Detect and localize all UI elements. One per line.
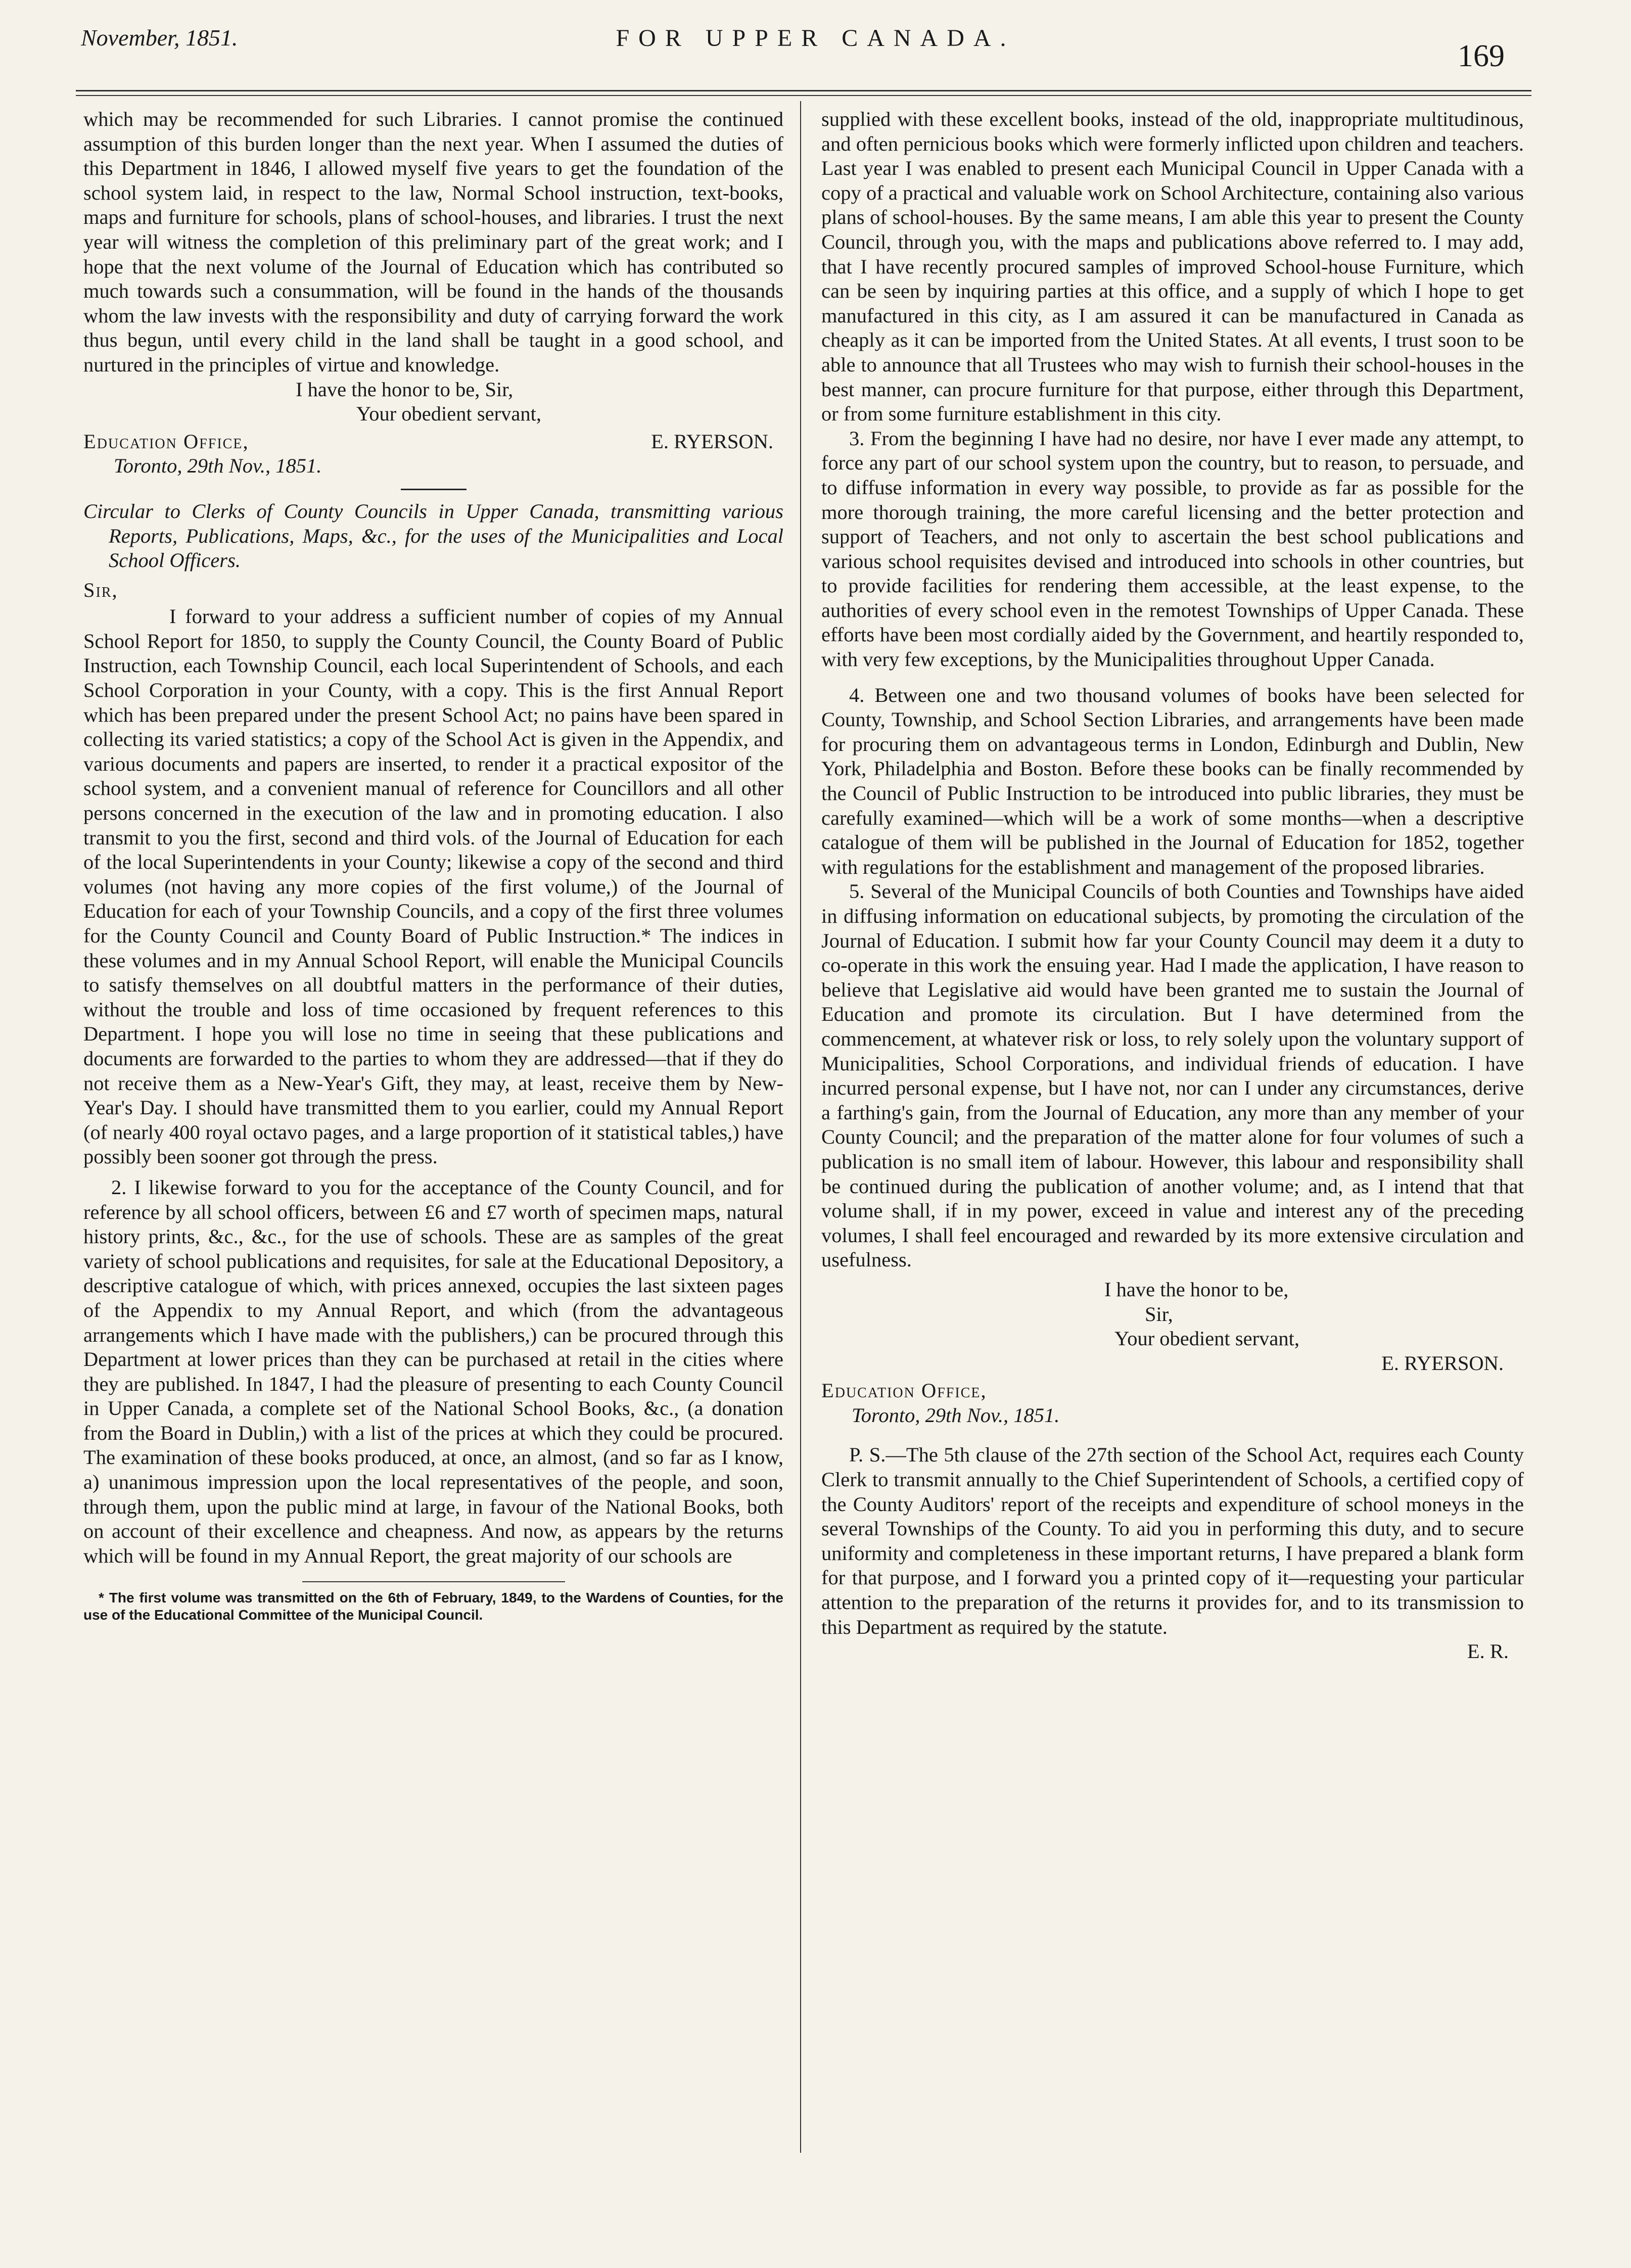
circular-closing: [821, 1278, 1524, 1376]
closing-servant: Your obedient servant,: [1114, 1327, 1299, 1350]
closing-sir: Sir,: [1145, 1302, 1173, 1326]
office-name: Education Office,: [83, 430, 249, 453]
salutation: Sir,: [83, 578, 118, 601]
closing-servant: Your obedient servant,: [356, 402, 541, 426]
section-divider: [401, 489, 467, 490]
column-divider: [800, 101, 801, 2153]
footnote-rule: [302, 1581, 565, 1582]
header-title: FOR UPPER CANADA.: [616, 25, 1015, 52]
place-date: Toronto, 29th Nov., 1851.: [114, 454, 322, 478]
circular-title: Circular to Clerks of County Councils in Upper Canada, transmitting various Reports, Publications, Maps, &c., for the uses of the Municipalities and Local School Officers.: [83, 499, 783, 572]
circular-paragraph-2-continued: supplied with these excellent books, instead of the old, inappropriate multitudinous, and often pernicious books which were formerly inflicted upon children and teachers. Last year I was enabled to present each Municipal Council in Upper Canada with a copy of a practical and valuable work on School Architecture, containing also various plans of school-houses. By the same means, I am able this year to present the County Council, through you, with the maps and publications above referred to. I may add, that I have recently procured samples of improved School-house Furniture, which can be seen by inquiring parties at this office, and a supply of which I hope to get manufactured in this city, as I am assured it can be manufactured in Canada as cheaply as it can be imported from the United States. At all events, I trust soon to be able to announce that all Trustees who may wish to furnish their school-houses in the best manner, can procure furniture for that purpose, either through this Department, or from some furniture establishment in this city.: [821, 108, 1524, 426]
circular-paragraph-4: 4. Between one and two thousand volumes of books have been selected for County, Township, and School Section Libraries, and arrangements have been made for procuring them on advantageous terms in London, Edinburgh and Dublin, New York, Philadelphia and Boston. Before these books can be finally recommended by the Council of Public Instruction to be introduced into public libraries, they must be carefully examined—which will be a work of some months—when a descriptive catalogue of them will be published in the Journal of Education for 1852, together with regulations for the establishment and management of the proposed libraries.: [821, 683, 1524, 878]
letter-closing-paragraph: which may be recommended for such Libraries. I cannot promise the continued assumption of this burden longer than the next year. When I assumed the duties of this Department in 1846, I allowed myself five years to get the foundation of the school system laid, in respect to the law, Normal School instruction, text-books, maps and furniture for schools, plans of school-houses, and libraries. I trust the next year will witness the completion of this preliminary part of the great work; and I hope that the next volume of the Journal of Education which has contributed so much towards such a consummation, will be found in the hands of the thousands whom the law invests with the responsibility and duty of carrying forward the work thus begun, until every child in the land shall be taught in a good school, and nurtured in the principles of virtue and knowledge.: [83, 108, 783, 376]
header-rule-thin: [76, 95, 1531, 96]
circular-paragraph-3: 3. From the beginning I have had no desire, nor have I ever made any attempt, to force any part of our school system upon the country, but to reason, to persuade, and to diffuse information in every way possible, to provide as far as possible for the more thorough training, the more careful licensing and the better protection and support of Teachers, and not only to ascertain the best school publications and various school requisites devised and introduced into schools in other countries, but to provide facilities for rendering them accessible, at the least expense, to the authorities of every school even in the remotest Townships of Upper Canada. These efforts have been most cordially aided by the Government, and heartily responded to, with very few exceptions, by the Municipalities throughout Upper Canada.: [821, 427, 1524, 671]
office-signature-row: [83, 430, 783, 454]
running-header: [0, 0, 1631, 96]
left-column: [83, 107, 783, 1624]
postscript: P. S.—The 5th clause of the 27th section of the School Act, requires each County Clerk to transmit annually to the Chief Superintendent of Schools, a certified copy of the County Auditors' report of the receipts and expenditure of school moneys in the several Townships of the County. To aid you in performing this duty, and to secure uniformity and completeness in these important returns, I have prepared a blank form for that purpose, and I forward you a printed copy of it—requesting your particular attention to the preparation of the returns it provides for, and to its transmission to this Department as required by the statute.: [821, 1443, 1524, 1638]
circular-paragraph-2: 2. I likewise forward to you for the acceptance of the County Council, and for reference by all school officers, between £6 and £7 worth of specimen maps, natural history prints, &c., &c., for the use of schools. These are as samples of the great variety of school publications and requisites, for sale at the Educational Depository, a descriptive catalogue of which, with prices annexed, occupies the last sixteen pages of the Appendix to my Annual Report, and which (from the advantageous arrangements which I have made with the publishers,) can be procured through this Department at lower prices than they can be purchased at retail in the cities where they are published. In 1847, I had the pleasure of presenting to each County Council in Upper Canada, a complete set of the National School Books, &c., (a donation from the Board in Dublin,) with a list of the prices at which they could be procured. The examination of these books produced, at once, an almost, (and so far as I know, a) unanimous impression upon the local representatives of the people, and soon, through them, upon the public mind at large, in favour of the National Books, both on account of their excellence and cheapness. And now, as appears by the returns which will be found in my Annual Report, the great majority of our schools are: [83, 1175, 783, 1567]
closing-honor: I have the honor to be, Sir,: [296, 377, 514, 401]
closing-honor: I have the honor to be,: [1104, 1278, 1289, 1301]
right-column: [821, 107, 1524, 1664]
office-block: [821, 1379, 1524, 1428]
place-date: Toronto, 29th Nov., 1851.: [852, 1403, 1060, 1427]
footnote: * The first volume was transmitted on the 6th of February, 1849, to the Wardens of Counties, for the use of the Educational Committee of the Municipal Council.: [83, 1590, 783, 1623]
page-number: 169: [1458, 39, 1505, 73]
circular-paragraph-5: 5. Several of the Municipal Councils of both Counties and Townships have aided in diffusing information on educational subjects, by promoting the circulation of the Journal of Education. I submit how far your County Council may deem it a duty to co-operate in this work the ensuing year. Had I made the application, I have reason to believe that Legislative aid would have been granted me to sustain the Journal of Education and promote its circulation. But I have determined from the commencement, at whatever risk or loss, to rely solely upon the voluntary support of Municipalities, School Corporations, and individual friends of education. I have incurred personal expense, but I have not, nor can I under any circumstances, derive a farthing's gain, from the Journal of Education, any more than any member of your County Council; and the preparation of the matter alone for four volumes of such a publication is no small item of labour. However, this labour and responsibility shall be continued during the publication of another volume; and, as I intend that that volume shall, if in my power, exceed in value and interest any of the preceding volumes, I shall feel encouraged and rewarded by its more extensive circulation and usefulness.: [821, 880, 1524, 1271]
circular-paragraph-1: I forward to your address a sufficient number of copies of my Annual School Report for 1850, to supply the County Council, the County Board of Public Instruction, each Township Council, each local Superintendent of Schools, and each School Corporation in your County, with a copy. This is the first Annual Report which has been prepared under the present School Act; no pains have been spared in collecting its varied statistics; a copy of the School Act is given in the Appendix, and various documents and papers are inserted, to render it a practical expositor of the school system, and a convenient manual of reference for Councillors and all other persons concerned in the execution of the law and in promoting education. I also transmit to you the first, second and third vols. of the Journal of Education for each of the local Superintendents in your County; likewise a copy of the second and third volumes (not having any more copies of the first volume,) of the Journal of Education for each of your Township Councils, and a copy of the first three volumes for the County Council and County Board of Public Instruction.* The indices in these volumes and in my Annual School Report, will enable the Municipal Councils to satisfy themselves on all doubtful matters in the performance of their duties, without the trouble and loss of time occasioned by frequent references to this Department. I hope you will lose no time in seeing that these publications and documents are forwarded to the parties to whom they are addressed—that if they do not receive them as a New-Year's Gift, they may, at least, receive them by New-Year's Day. I should have transmitted them to you earlier, could my Annual Report (of nearly 400 royal octavo pages, and a large proportion of it statistical tables,) have possibly been sooner got through the press.: [83, 605, 783, 1168]
letter-closing: [83, 377, 783, 427]
header-date: November, 1851.: [81, 25, 238, 51]
signature: E. RYERSON.: [651, 430, 773, 453]
office-name: Education Office,: [821, 1379, 987, 1402]
signature: E. RYERSON.: [1381, 1351, 1504, 1375]
postscript-initials: E. R.: [1467, 1640, 1509, 1663]
header-rule: [76, 90, 1531, 91]
postscript-initials-row: [821, 1639, 1524, 1664]
